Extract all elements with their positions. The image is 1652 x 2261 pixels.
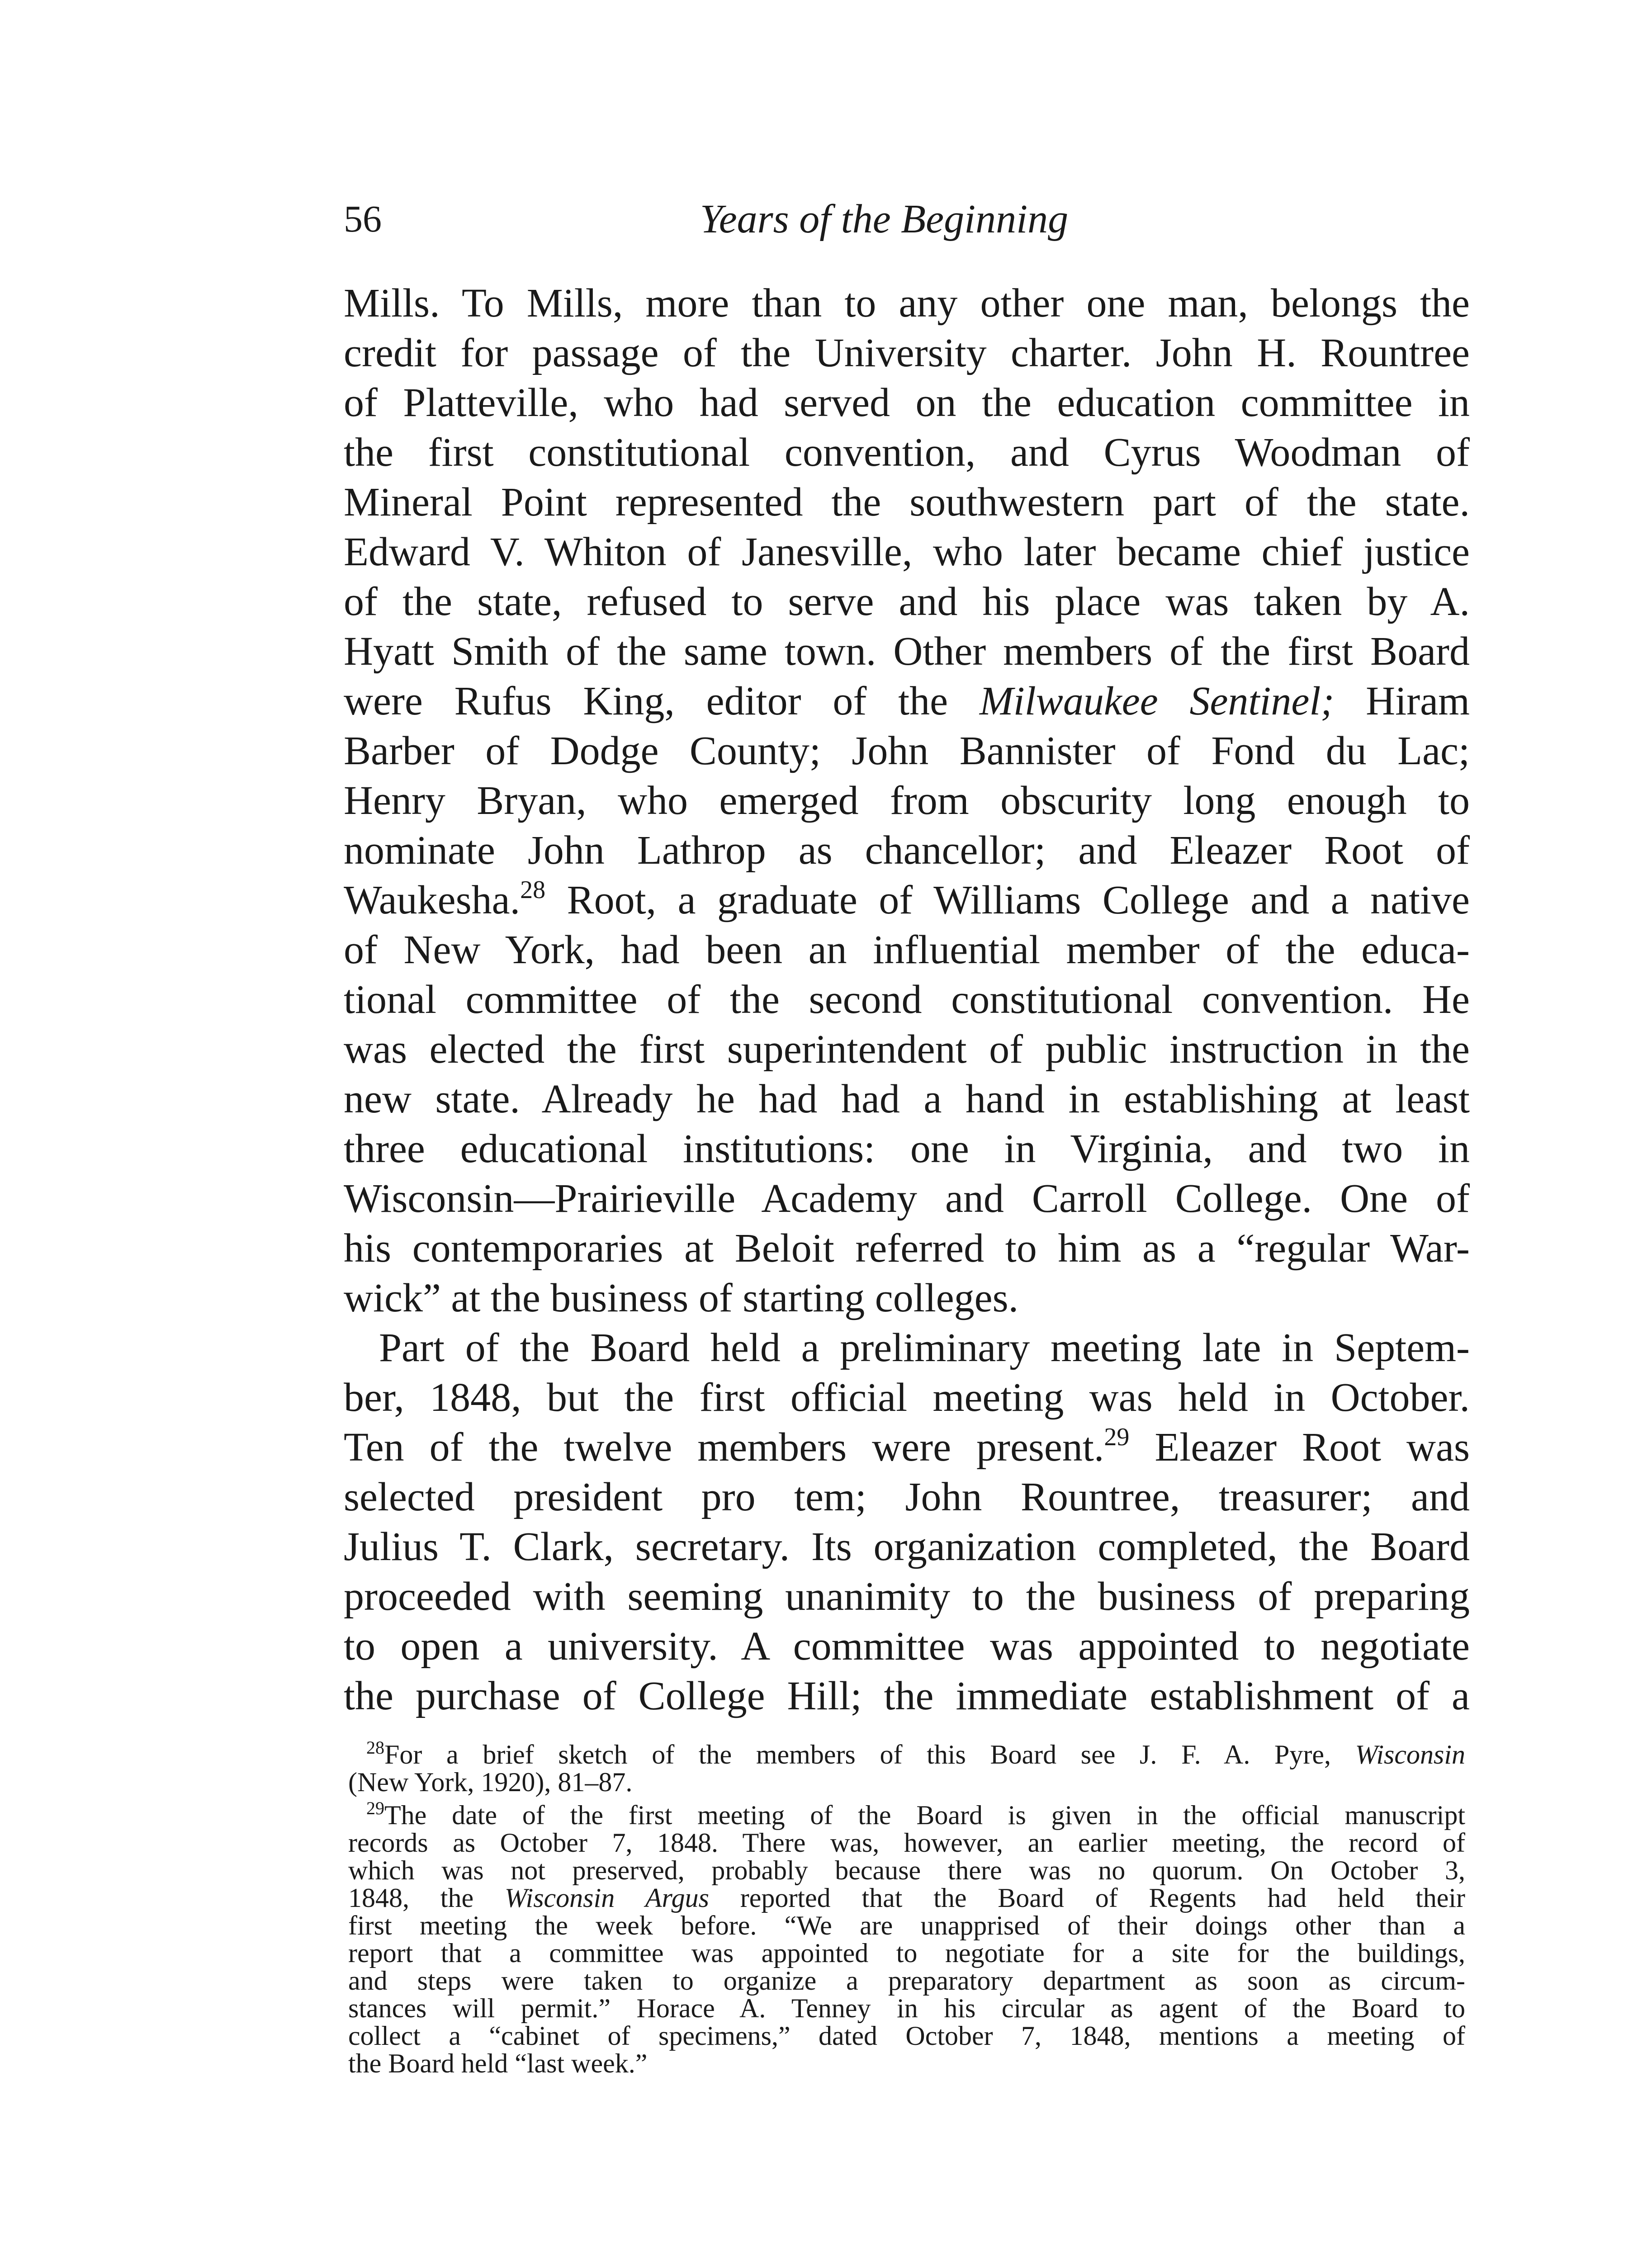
footnotes bbox=[348, 1737, 1465, 2078]
body-text-run: Ten of the twelve members were present. bbox=[344, 1425, 1104, 1470]
body-line: proceeded with seeming unanimity to the business of preparing bbox=[344, 1574, 1470, 1619]
footnote-line: which was not preserved, probably because there was no quorum. On October 3, bbox=[348, 1855, 1465, 1885]
body-line: three educational institutions: one in Virginia, and two in bbox=[344, 1126, 1470, 1171]
body-text-run: Eleazer Root was bbox=[1129, 1425, 1470, 1470]
footnote-mark: 29 bbox=[366, 1798, 384, 1818]
footnote-text-run: 1848, the bbox=[348, 1883, 505, 1913]
body-line: ber, 1848, but the first official meeting was held in October. bbox=[344, 1375, 1470, 1420]
footnote-reference-29[interactable]: 29 bbox=[1104, 1423, 1130, 1451]
body-text-run: Hiram bbox=[1334, 679, 1470, 724]
running-head: Years of the Beginning bbox=[700, 197, 1069, 241]
body-text-run: were Rufus King, editor of the bbox=[344, 679, 980, 724]
footnote-text-run: For a brief sketch of the members of this Board see J. F. A. Pyre, bbox=[384, 1740, 1355, 1769]
newspaper-title: Wisconsin Argus bbox=[504, 1883, 710, 1913]
body-line bbox=[344, 1423, 1470, 1472]
body-line: Barber of Dodge County; John Bannister of Fond du Lac; bbox=[344, 728, 1470, 773]
body-line: of Platteville, who had served on the education committee in bbox=[344, 380, 1470, 425]
body-line: of the state, refused to serve and his place was taken by A. bbox=[344, 579, 1470, 624]
body-line: of New York, had been an influential member of the educa- bbox=[344, 927, 1470, 972]
book-title: Wisconsin bbox=[1355, 1740, 1465, 1769]
footnote-line: records as October 7, 1848. There was, however, an earlier meeting, the record of bbox=[348, 1828, 1465, 1858]
body-line: wick” at the business of starting colleges. bbox=[344, 1276, 1019, 1320]
footnote-29 bbox=[348, 1798, 1465, 1830]
footnote-line: the Board held “last week.” bbox=[348, 2048, 648, 2078]
newspaper-title: Milwaukee Sentinel; bbox=[979, 679, 1335, 724]
page-number: 56 bbox=[344, 198, 382, 240]
footnote-mark: 28 bbox=[366, 1737, 384, 1758]
body-line: his contemporaries at Beloit referred to him as a “regular War- bbox=[344, 1226, 1470, 1271]
body-line: new state. Already he had had a hand in establishing at least bbox=[344, 1077, 1470, 1121]
body-line: Julius T. Clark, secretary. Its organization completed, the Board bbox=[344, 1524, 1470, 1569]
body-line bbox=[344, 875, 1470, 925]
body-text bbox=[344, 279, 1470, 1721]
body-line: Hyatt Smith of the same town. Other members of the first Board bbox=[344, 629, 1470, 674]
footnote-text-run: The date of the first meeting of the Board is given in the official manuscript bbox=[384, 1800, 1465, 1830]
footnote-line: stances will permit.” Horace A. Tenney in his circular as agent of the Board to bbox=[348, 1993, 1465, 2023]
footnote-line: and steps were taken to organize a preparatory department as soon as circum- bbox=[348, 1966, 1465, 1996]
footnote-line: report that a committee was appointed to negotiate for a site for the buildings, bbox=[348, 1938, 1465, 1968]
body-text-run: Root, a graduate of Williams College and a native bbox=[545, 878, 1470, 922]
body-line: Wisconsin—Prairieville Academy and Carroll College. One of bbox=[344, 1176, 1470, 1221]
body-line: credit for passage of the University charter. John H. Rountree bbox=[344, 331, 1470, 375]
body-line: the first constitutional convention, and Cyrus Woodman of bbox=[344, 430, 1470, 475]
body-line: to open a university. A committee was appointed to negotiate bbox=[344, 1624, 1470, 1669]
body-text-run: Waukesha. bbox=[344, 878, 521, 922]
body-line: the purchase of College Hill; the immediate establishment of a bbox=[344, 1674, 1470, 1718]
footnote-line: first meeting the week before. “We are unapprised of their doings other than a bbox=[348, 1911, 1465, 1940]
body-line: tional committee of the second constitutional convention. He bbox=[344, 977, 1470, 1022]
body-line: Edward V. Whiton of Janesville, who later became chief justice bbox=[344, 530, 1470, 574]
footnote-line bbox=[348, 1884, 1465, 1912]
body-line: Part of the Board held a preliminary meeting late in Septem- bbox=[379, 1325, 1470, 1370]
footnote-text-run: reported that the Board of Regents had held their bbox=[709, 1883, 1465, 1913]
body-line: nominate John Lathrop as chancellor; and Eleazer Root of bbox=[344, 828, 1470, 873]
page-header bbox=[344, 192, 1158, 265]
footnote-reference-28[interactable]: 28 bbox=[520, 876, 546, 904]
footnote-line: collect a “cabinet of specimens,” dated October 7, 1848, mentions a meeting of bbox=[348, 2021, 1465, 2051]
body-line: selected president pro tem; John Rountree, treasurer; and bbox=[344, 1475, 1470, 1519]
body-line: Mineral Point represented the southwestern part of the state. bbox=[344, 480, 1470, 525]
body-line: Henry Bryan, who emerged from obscurity long enough to bbox=[344, 778, 1470, 823]
footnote-28 bbox=[348, 1737, 1465, 1769]
body-line: Mills. To Mills, more than to any other one man, belongs the bbox=[344, 281, 1470, 326]
body-line bbox=[344, 676, 1470, 726]
body-line: was elected the first superintendent of public instruction in the bbox=[344, 1027, 1470, 1072]
footnote-line: (New York, 1920), 81–87. bbox=[348, 1767, 633, 1797]
